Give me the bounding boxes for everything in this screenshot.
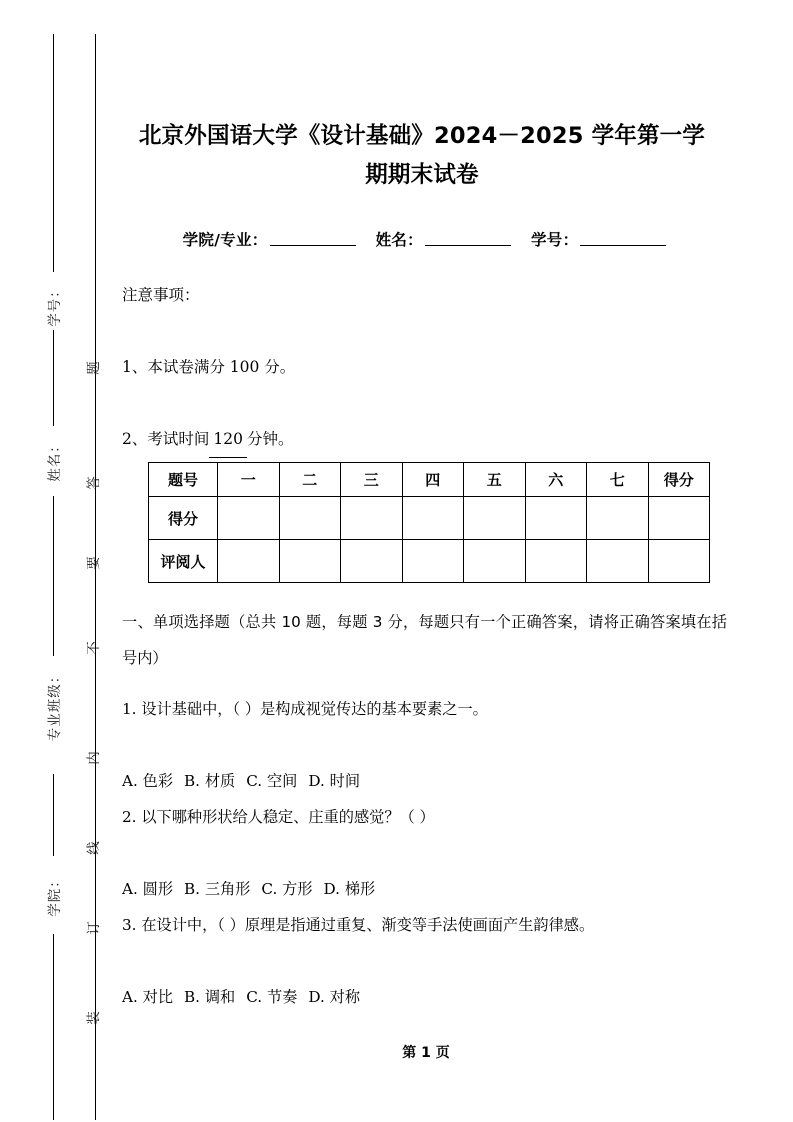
binding-rule-segment-4: [53, 774, 54, 856]
table-row: [149, 463, 710, 497]
score-table-cell-0-3: 四: [402, 463, 464, 497]
info-label-student-id: 学号：: [530, 231, 579, 249]
seal-line-vertical-rule: [95, 34, 96, 1120]
score-table-row-label-1: 得分: [149, 497, 218, 540]
seal-char-3: 不: [86, 641, 102, 655]
section-heading-1: 一、单项选择题（总共 10 题，每题 3 分，每题只有一个正确答案，请将正确答案填在括号内）: [122, 613, 727, 667]
info-blank-name[interactable]: [425, 232, 511, 246]
info-blank-college-major[interactable]: [270, 232, 356, 246]
score-table-cell-0-7: 得分: [648, 463, 710, 497]
question-1-text: 设计基础中，（ ）是构成视觉传达的基本要素之一。: [141, 700, 488, 718]
binding-label-class: 专业班级：: [47, 668, 63, 742]
score-table-cell-2-6[interactable]: [587, 540, 649, 583]
table-row: [149, 497, 710, 540]
question-2-option-b-label: B.: [184, 880, 200, 898]
score-table-cell-0-2: 三: [341, 463, 403, 497]
page-title-line-2: 期期末试卷: [365, 162, 479, 188]
binding-rule-segment-1: [53, 34, 54, 272]
question-1-option-a-text[interactable]: 色彩: [142, 772, 173, 790]
score-table-cell-1-7[interactable]: [648, 497, 710, 540]
question-1-options: [122, 763, 730, 799]
question-2-text: 以下哪种形状给人稳定、庄重的感觉？（ ）: [141, 808, 435, 826]
question-2: [122, 799, 730, 907]
score-table-cell-0-1: 二: [279, 463, 341, 497]
notice-item-1: 1、本试卷满分 100 分。: [122, 358, 296, 376]
question-3-options: [122, 979, 730, 1015]
score-table-row-label-2: 评阅人: [149, 540, 218, 583]
question-3-number: 3.: [122, 916, 137, 934]
question-2-stem: [122, 799, 730, 835]
seal-char-4: 内: [86, 751, 102, 765]
question-1-option-c-text[interactable]: 空间: [266, 772, 298, 790]
question-1-option-b-label: B.: [184, 772, 200, 790]
score-table-cell-2-3[interactable]: [402, 540, 464, 583]
score-table-cell-1-0[interactable]: [218, 497, 280, 540]
binding-rule-segment-3: [53, 496, 54, 656]
question-3-option-d-label: D.: [308, 988, 325, 1006]
question-3-option-b-label: B.: [184, 988, 200, 1006]
score-table-cell-1-5[interactable]: [525, 497, 587, 540]
question-2-option-d-label: D.: [323, 880, 340, 898]
seal-char-7: 装: [86, 1011, 102, 1025]
notice-item-2-prefix: 2、考试时间: [122, 430, 210, 448]
score-table-cell-2-5[interactable]: [525, 540, 587, 583]
question-1-option-c-label: C.: [246, 772, 263, 790]
seal-char-6: 订: [86, 921, 102, 935]
score-table-cell-2-1[interactable]: [279, 540, 341, 583]
question-3-option-c-text[interactable]: 节奏: [266, 988, 298, 1006]
question-2-option-a-label: A.: [122, 880, 138, 898]
score-table-cell-0-0: 一: [218, 463, 280, 497]
page-title-line-1: 北京外国语大学《设计基础》2024－2025 学年第一学: [138, 123, 706, 149]
question-2-options: [122, 871, 730, 907]
score-table-cell-1-6[interactable]: [587, 497, 649, 540]
question-2-number: 2.: [122, 808, 137, 826]
seal-char-0: 题: [86, 361, 102, 375]
binding-label-student-id: 学号：: [47, 283, 63, 327]
question-2-option-d-text[interactable]: 梯形: [344, 880, 376, 898]
score-table-cell-2-2[interactable]: [341, 540, 403, 583]
info-label-college-major: 学院/专业：: [182, 231, 268, 249]
score-table-cell-1-3[interactable]: [402, 497, 464, 540]
question-2-option-c-text[interactable]: 方形: [282, 880, 313, 898]
notice-heading: 注意事项：: [122, 286, 200, 304]
question-1-stem: [122, 691, 730, 727]
seal-char-5: 线: [86, 841, 102, 855]
table-row: [149, 540, 710, 583]
score-table: [148, 462, 710, 583]
score-table-cell-1-1[interactable]: [279, 497, 341, 540]
question-3-stem: [122, 907, 730, 943]
question-3-option-c-label: C.: [246, 988, 263, 1006]
notice-block: [122, 277, 722, 457]
info-blank-student-id[interactable]: [580, 232, 666, 246]
binding-label-college: 学院：: [47, 873, 63, 917]
score-table-row-label-0: 题号: [149, 463, 218, 497]
question-3-text: 在设计中，（ ）原理是指通过重复、渐变等手法使画面产生韵律感。: [141, 916, 595, 934]
question-1-option-d-label: D.: [308, 772, 325, 790]
score-table-cell-2-0[interactable]: [218, 540, 280, 583]
question-1: [122, 691, 730, 799]
score-table-cell-0-4: 五: [464, 463, 526, 497]
question-3-option-a-label: A.: [122, 988, 138, 1006]
score-table-cell-2-4[interactable]: [464, 540, 526, 583]
score-table-cell-0-5: 六: [525, 463, 587, 497]
question-1-option-a-label: A.: [122, 772, 138, 790]
notice-item-2: [122, 421, 722, 457]
score-table-cell-1-4[interactable]: [464, 497, 526, 540]
question-2-option-b-text[interactable]: 三角形: [204, 880, 251, 898]
notice-item-2-suffix: 分钟。: [246, 430, 294, 448]
page-footer: 第 1 页: [402, 1045, 450, 1061]
question-3-option-a-text[interactable]: 对比: [142, 988, 173, 1006]
binding-label-name: 姓名：: [47, 438, 63, 482]
student-info-line: [120, 228, 732, 250]
seal-char-1: 答: [86, 476, 102, 490]
question-2-option-c-label: C.: [261, 880, 278, 898]
score-table-cell-0-6: 七: [587, 463, 649, 497]
seal-char-2: 要: [86, 556, 102, 570]
question-1-number: 1.: [122, 700, 137, 718]
question-1-option-b-text[interactable]: 材质: [204, 772, 236, 790]
info-label-name: 姓名：: [375, 231, 423, 249]
page-title: [122, 117, 722, 195]
question-3-option-b-text[interactable]: 调和: [204, 988, 236, 1006]
score-table-cell-2-7[interactable]: [648, 540, 710, 583]
notice-exam-duration-value: 120: [209, 421, 247, 458]
question-3: [122, 907, 730, 1015]
question-3-option-d-text[interactable]: 对称: [329, 988, 360, 1006]
binding-rule-segment-5: [53, 934, 54, 1120]
exam-content: [120, 0, 732, 1122]
question-1-option-d-text[interactable]: 时间: [329, 772, 360, 790]
question-2-option-a-text[interactable]: 圆形: [142, 880, 173, 898]
score-table-cell-1-2[interactable]: [341, 497, 403, 540]
